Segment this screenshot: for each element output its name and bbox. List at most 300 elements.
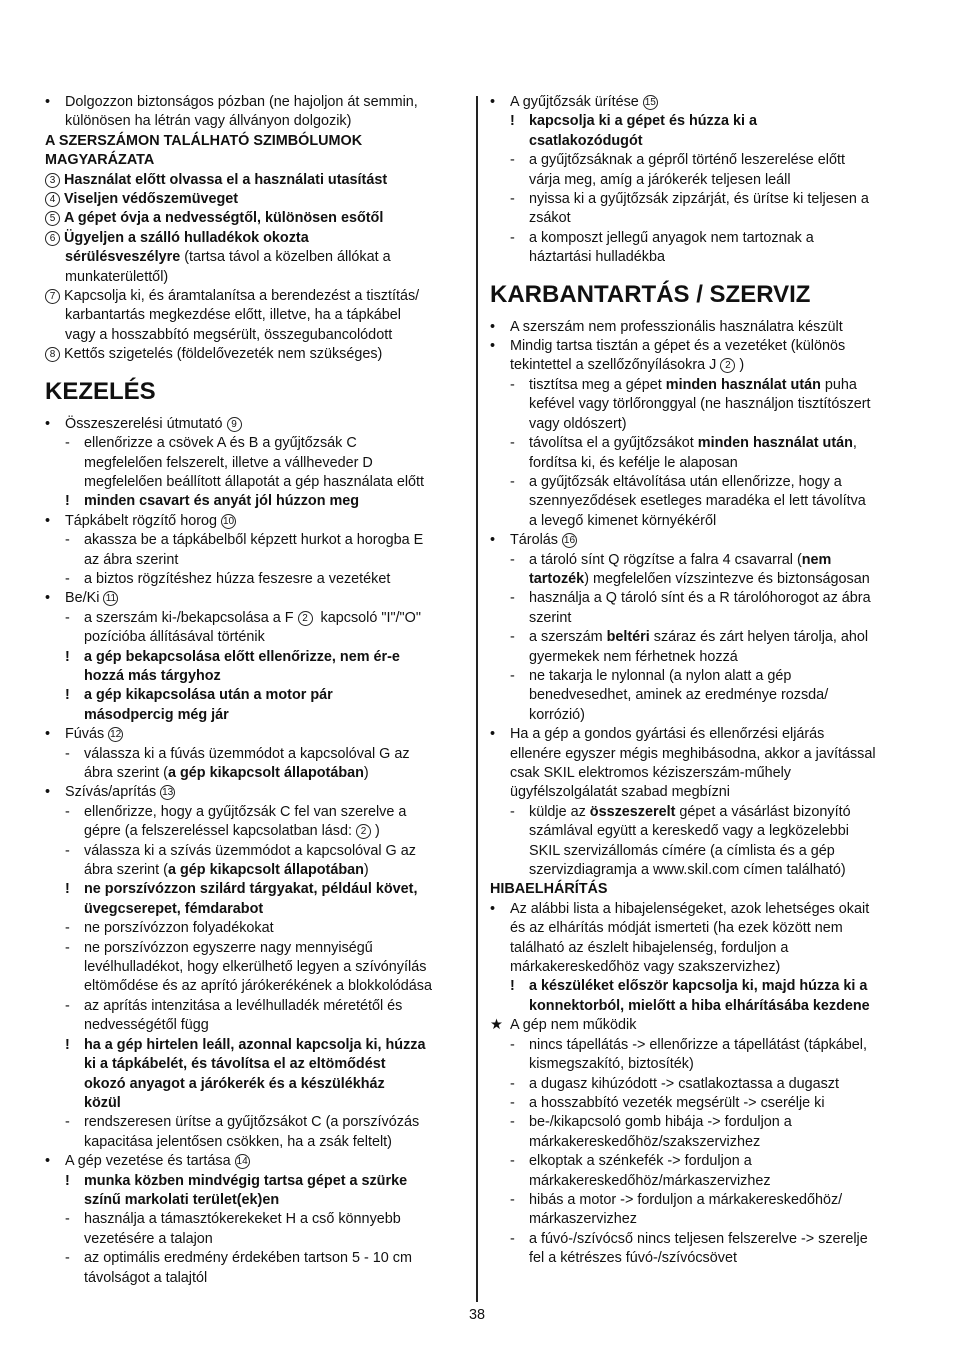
text-line [490, 822, 912, 841]
figure-reference-circle: 9 [227, 417, 242, 432]
text-segment: vagy a hosszabbító megsérült, összegubancolódott [65, 326, 393, 343]
bullet-marker: • [45, 726, 51, 743]
text-line [45, 939, 466, 958]
text-line [490, 395, 912, 414]
dash-marker: - [510, 1114, 515, 1131]
text-segment: márkakereskedőhöz/szakszervizhez [529, 1133, 761, 1150]
text-segment: minden csavart és anyát jól húzzon meg [84, 493, 360, 510]
text-line [45, 112, 466, 131]
text-segment: várja meg, amíg a járókerék teljesen leáll [529, 171, 791, 188]
dash-marker: - [65, 997, 70, 1014]
text-line [490, 1249, 912, 1268]
text-line [45, 861, 466, 880]
text-segment: csatlakozódugót [529, 132, 643, 149]
text-line [490, 551, 912, 570]
text-line [490, 1172, 912, 1191]
text-line [45, 1113, 466, 1132]
text-segment: ) [363, 765, 369, 781]
text-segment: ne porszívózzon egyszerre nagy mennyiségű [84, 939, 373, 956]
text-line [45, 287, 466, 306]
text-line [45, 1055, 466, 1074]
text-segment: nincs tápellátás -> ellenőrizze a tápellátást (tápkábel, [529, 1036, 867, 1053]
dash-marker: - [510, 229, 515, 246]
text-segment: Dolgozzon biztonságos pózban (ne hajoljon át semmin, [65, 94, 418, 110]
text-segment: a tároló sínt Q rögzítse a falra 4 csavarral ( [529, 551, 802, 568]
text-segment: a fúvó-/szívócső nincs teljesen felszerelve -> szerelje [529, 1230, 868, 1247]
dash-marker: - [65, 435, 70, 452]
text-segment: a gép kikapcsolt állapotában [167, 765, 364, 781]
figure-reference-circle: 16 [563, 535, 576, 547]
text-line [45, 1269, 466, 1288]
text-segment: Ha a gép a gondos gyártási és ellenőrzési eljárás [510, 726, 825, 743]
text-line [45, 725, 466, 744]
text-line [45, 745, 466, 764]
dash-marker: - [510, 473, 515, 490]
text-segment: gépre (a felszereléssel kapcsolatban lásd: [84, 823, 356, 840]
text-segment: elkoptak a szénkefék -> forduljon a [529, 1153, 752, 1170]
text-segment: ) [374, 823, 380, 840]
text-line [490, 415, 912, 434]
text-line [490, 803, 912, 822]
text-segment: okozó anyagot a járókerék és a készülékház [84, 1075, 385, 1092]
text-line [490, 764, 912, 783]
warning-marker: ! [65, 493, 70, 510]
warning-marker: ! [510, 113, 515, 130]
text-segment: A szerszám nem professzionális használatra készült [510, 318, 843, 335]
star-marker: ★ [490, 1017, 503, 1034]
text-segment: szerint [529, 609, 572, 626]
text-segment: a gép bekapcsolása előtt ellenőrizze, nem ér-e [84, 648, 400, 665]
text-line [45, 209, 466, 228]
text-segment: az ábra szerint [84, 551, 179, 568]
text-line [45, 306, 466, 325]
text-line [490, 667, 912, 686]
text-line [45, 783, 466, 802]
figure-reference-circle: 11 [103, 591, 118, 606]
text-line [45, 842, 466, 861]
text-segment: üvegcserepet, fémdarabot [84, 900, 264, 917]
text-segment: vagy oldószert) [529, 415, 627, 432]
bullet-marker: • [45, 94, 51, 110]
text-segment: szennyeződések esetleges maradéka el lett távolítva [529, 493, 866, 510]
bullet-marker: • [45, 512, 51, 529]
text-segment: közül [84, 1094, 121, 1111]
text-line [490, 356, 912, 375]
text-line [490, 492, 912, 511]
text-segment: hibás a motor -> forduljon a márkakereskedőhöz/ [529, 1191, 843, 1208]
dash-marker: - [65, 532, 70, 549]
text-segment: levélhulladékot, hogy elkerülhető legyen a szívónyílás [84, 959, 427, 976]
dash-marker: - [65, 609, 70, 626]
bullet-marker: • [490, 94, 496, 110]
text-segment: , [852, 435, 857, 452]
text-segment: ) megfelelően vízszintezve és biztonságosan [584, 570, 870, 587]
text-segment: ügyfélszolgálatát szabad megbízni [510, 784, 730, 801]
symbol-number-circle: 6 [45, 231, 60, 246]
text-line [490, 725, 912, 744]
text-line [45, 1191, 466, 1210]
symbol-number-circle: 5 [45, 211, 60, 226]
text-segment: hozzá más tárgyhoz [84, 667, 221, 684]
text-segment: küldje az [529, 803, 590, 820]
text-segment: számlával együtt a kereskedő vagy a legközelebbi [529, 823, 849, 840]
text-line [45, 1133, 466, 1152]
text-line [45, 686, 466, 705]
text-line [45, 570, 466, 589]
text-segment: ne porszívózzon folyadékokat [84, 920, 274, 937]
text-line [45, 1075, 466, 1094]
text-segment: Összeszerelési útmutató [65, 415, 227, 432]
figure-reference-circle: 2 [356, 824, 371, 839]
figure-reference-circle: 2 [298, 611, 313, 626]
text-segment: ellenére egyszer mégis meghibásodna, akkor a javítással [510, 745, 876, 762]
right-column [490, 93, 912, 1269]
text-segment: ha a gép hirtelen leáll, azonnal kapcsolja ki, húzza [84, 1036, 426, 1053]
text-segment: Szívás/aprítás [65, 784, 161, 801]
text-line [490, 376, 912, 395]
text-line [45, 628, 466, 647]
text-line [45, 822, 466, 841]
text-line [490, 648, 912, 667]
warning-marker: ! [65, 648, 70, 665]
text-segment: a gyűjtőzsák eltávolítása után ellenőrizze, hogy a [529, 473, 842, 490]
text-segment: a készüléket először kapcsolja ki, majd húzza ki a [529, 978, 868, 995]
text-line [490, 1191, 912, 1210]
text-segment: a dugasz kihúzódott -> csatlakoztassa a dugaszt [529, 1075, 839, 1092]
dash-marker: - [510, 667, 515, 684]
text-line [490, 745, 912, 764]
text-line [490, 454, 912, 473]
text-line [490, 132, 912, 151]
dash-marker: - [510, 191, 515, 208]
text-segment: kefével vagy törlőronggyal (ne használjon tisztítószert [529, 396, 871, 413]
text-line [490, 609, 912, 628]
figure-reference-circle: 2 [720, 358, 735, 373]
text-line [45, 764, 466, 783]
text-line [490, 512, 912, 531]
text-segment: korrózió) [529, 706, 585, 723]
text-segment: Ügyeljen a szálló hulladékok okozta [64, 229, 309, 246]
dash-marker: - [65, 939, 70, 956]
text-segment: kismegszakító, biztosíték) [529, 1056, 694, 1073]
text-segment: Használat előtt olvassa el a használati utasítást [64, 171, 388, 188]
symbol-number-circle: 8 [45, 347, 60, 362]
text-segment: távolságot a talajtól [84, 1269, 208, 1286]
text-segment: száraz és zárt helyen tárolja, ahol [649, 629, 869, 646]
text-segment: konnektorból, mielőtt a hiba elhárításába kezdene [529, 997, 870, 1014]
text-line [490, 209, 912, 228]
bullet-marker: • [45, 415, 51, 432]
text-segment: sérülésveszélyre [65, 249, 181, 266]
text-line [490, 1152, 912, 1171]
text-line [490, 190, 912, 209]
dash-marker: - [510, 1036, 515, 1053]
section-heading: KARBANTARTÁS / SZERVIZ [490, 280, 811, 308]
dash-marker: - [510, 1230, 515, 1247]
text-line [45, 132, 466, 151]
text-line [490, 977, 912, 996]
page-number: 38 [468, 1307, 485, 1323]
text-segment: Mindig tartsa tisztán a gépet és a vezetéket (különös [510, 338, 846, 355]
text-segment: a gép kikapcsolt állapotában [167, 862, 364, 879]
dash-marker: - [65, 803, 70, 820]
text-line [490, 1113, 912, 1132]
text-segment: szervizdiagramja a www.skil.com címen található) [529, 862, 846, 879]
figure-reference-circle: 15 [644, 97, 656, 108]
text-segment: minden használat után [665, 376, 821, 393]
text-line [45, 171, 466, 190]
dash-marker: - [65, 1211, 70, 1228]
text-line [45, 1172, 466, 1191]
text-segment: márkakereskedőhöz vagy szakszervizhez) [510, 959, 781, 976]
text-line [490, 1075, 912, 1094]
text-line [45, 268, 466, 287]
text-line [45, 434, 466, 453]
text-line [490, 1210, 912, 1229]
bullet-marker: • [490, 318, 496, 335]
figure-reference-circle: 10 [222, 515, 235, 527]
text-segment: a szerszám ki-/bekapcsolása a F [84, 609, 298, 626]
text-line [45, 958, 466, 977]
dash-marker: - [510, 803, 515, 820]
text-line [490, 151, 912, 170]
text-line [45, 1094, 466, 1113]
figure-reference-circle: 12 [110, 729, 122, 741]
text-line [45, 997, 466, 1016]
text-segment: MAGYARÁZATA [45, 152, 155, 169]
text-segment: távolítsa el a gyűjtőzsákot [529, 435, 698, 452]
bullet-marker: • [490, 726, 496, 743]
text-line [45, 415, 466, 434]
text-segment: ) [739, 357, 745, 374]
text-segment: (tartsa távol a közelben állókat a [180, 249, 391, 266]
text-line [45, 248, 466, 267]
text-segment: megfelelően beállított állapotát a gép használata előtt [84, 473, 425, 490]
dash-marker: - [65, 1250, 70, 1267]
text-segment: A gépet óvja a nedvességtől, különösen esőtől [64, 210, 384, 227]
text-segment: Tárolás [510, 532, 562, 549]
text-line [490, 570, 912, 589]
text-line [45, 589, 466, 608]
text-segment: ne porszívózzon szilárd tárgyakat, például követ, [84, 881, 418, 898]
text-segment: gyermekek nem férhetnek hozzá [529, 648, 738, 665]
text-segment: válassza ki a fúvás üzemmódot a kapcsolóval G az [84, 745, 410, 762]
text-line [490, 900, 912, 919]
text-line [45, 1016, 466, 1035]
text-segment: használja a Q tároló sínt és a R tárolóhorogot az ábra [529, 590, 871, 607]
text-segment: a hosszabbító vezeték megsérült -> cserélje ki [529, 1094, 825, 1111]
dash-marker: - [65, 570, 70, 587]
text-segment: Fúvás [65, 726, 109, 743]
text-segment: pozícióba állításával történik [84, 629, 265, 646]
text-segment: tartozék [529, 570, 585, 587]
column-divider [476, 96, 478, 1302]
text-segment: másodpercig még jár [84, 706, 229, 723]
text-segment: az aprítás intenzitása a levélhulladék méretétől és [84, 997, 403, 1014]
text-line [45, 880, 466, 899]
dash-marker: - [510, 1094, 515, 1111]
text-line [490, 997, 912, 1016]
text-segment: ki a tápkábelét, és távolítsa el az eltömődést [84, 1056, 386, 1073]
text-line [490, 783, 912, 802]
text-line [490, 1016, 912, 1035]
text-segment: puha [820, 376, 857, 393]
text-line [45, 551, 466, 570]
text-segment: a biztos rögzítéshez húzza feszesre a vezetéket [84, 570, 391, 587]
symbol-number-circle: 3 [45, 173, 60, 188]
text-segment: A gép nem működik [510, 1017, 637, 1034]
text-line [45, 1152, 466, 1171]
dash-marker: - [510, 1153, 515, 1170]
text-segment: Be/Ki [65, 590, 104, 607]
text-segment: háztartási hulladékba [529, 249, 666, 266]
text-line [490, 1055, 912, 1074]
dash-marker: - [510, 629, 515, 646]
text-segment: a gyűjtőzsáknak a gépről történő leszerelése előtt [529, 152, 845, 169]
text-line [45, 1230, 466, 1249]
text-segment: márkaszervizhez [529, 1211, 637, 1228]
warning-marker: ! [65, 1172, 70, 1189]
dash-marker: - [510, 435, 515, 452]
text-line [45, 454, 466, 473]
text-segment: fordítsa ki, és kefélje le alaposan [529, 454, 738, 471]
text-segment: eltömődése és az aprító járókerékének a blokkolódása [84, 978, 432, 995]
bullet-marker: • [45, 1153, 51, 1170]
warning-marker: ! [510, 978, 515, 995]
text-segment: be-/kikapcsoló gomb hibája -> forduljon a [529, 1114, 792, 1131]
text-segment: minden használat után [697, 435, 853, 452]
text-segment: kapcsolja ki a gépet és húzza ki a [529, 113, 757, 130]
text-line [490, 958, 912, 977]
text-segment: nem [801, 551, 832, 568]
text-segment: zsákot [529, 210, 571, 227]
text-segment: a szerszám [529, 629, 607, 646]
text-segment: a levegő kimenet környékéről [529, 512, 717, 529]
text-segment: csak SKIL elektromos kéziszerszám-műhely [510, 765, 791, 781]
warning-marker: ! [65, 881, 70, 898]
text-line [45, 706, 466, 725]
text-line [45, 492, 466, 511]
text-line [490, 171, 912, 190]
text-segment: benedvesedhet, aminek az eredménye rozsda/ [529, 687, 829, 704]
text-segment: válassza ki a szívás üzemmódot a kapcsolóval G az [84, 842, 416, 859]
text-line [45, 900, 466, 919]
text-line [490, 93, 912, 112]
text-line [490, 434, 912, 453]
text-line [45, 151, 466, 170]
dash-marker: - [65, 745, 70, 762]
text-line [490, 686, 912, 705]
text-line [490, 706, 912, 725]
text-segment: Kettős szigetelés (földelővezeték nem szükséges) [64, 346, 383, 363]
text-segment: Kapcsolja ki, és áramtalanítsa a berendezést a tisztítás/ [64, 288, 420, 305]
text-segment: karbantartás megkezdése előtt, illetve, ha a tápkábel [65, 307, 401, 324]
text-segment: tisztítsa meg a gépet [529, 376, 666, 393]
text-line [45, 326, 466, 345]
text-segment: A gyűjtőzsák ürítése [510, 94, 643, 110]
text-segment: az optimális eredmény érdekében tartson 5 - 10 cm [84, 1250, 412, 1267]
text-segment: összeszerelt [589, 803, 676, 820]
text-line [45, 531, 466, 550]
text-line [45, 1036, 466, 1055]
text-line [45, 190, 466, 209]
text-segment: munkaterülettől) [65, 268, 169, 285]
text-segment: különösen ha létrán vagy állványon dolgozik) [65, 113, 352, 130]
text-segment: Tápkábelt rögzítő horog [65, 512, 221, 529]
text-line [490, 318, 912, 337]
text-segment: nyissa ki a gyűjtőzsák zipzárját, és ürítse ki teljesen a [529, 191, 869, 208]
bullet-marker: • [45, 590, 51, 607]
text-segment: Viseljen védőszemüveget [64, 191, 239, 208]
text-segment: ábra szerint ( [84, 862, 168, 879]
text-line [45, 977, 466, 996]
bullet-marker: • [45, 784, 51, 801]
bullet-marker: • [490, 338, 496, 355]
warning-marker: ! [65, 687, 70, 704]
text-segment: A gép vezetése és tartása [65, 1153, 235, 1170]
warning-marker: ! [65, 1036, 70, 1053]
text-line [45, 667, 466, 686]
dash-marker: - [65, 1114, 70, 1131]
text-line [490, 919, 912, 938]
text-line [45, 93, 466, 112]
text-segment: a gép kikapcsolása után a motor pár [84, 687, 333, 704]
bullet-marker: • [490, 532, 496, 549]
text-line [490, 1094, 912, 1113]
left-column [45, 93, 466, 1288]
dash-marker: - [510, 1075, 515, 1092]
text-line [45, 1249, 466, 1268]
text-segment: rendszeresen ürítse a gyűjtőzsákot C (a porszívózás [84, 1114, 420, 1131]
dash-marker: - [65, 920, 70, 937]
text-segment: ne takarja le nylonnal (a nylon alatt a gép [529, 667, 792, 684]
text-segment: kapacitása jelentősen csökken, ha a zsák feltelt) [84, 1133, 392, 1150]
text-line [45, 1210, 466, 1229]
text-line [490, 1230, 912, 1249]
text-line [45, 345, 466, 364]
text-segment: márkakereskedőhöz/márkaszervizhez [529, 1172, 771, 1189]
text-segment: A SZERSZÁMON TALÁLHATÓ SZIMBÓLUMOK [45, 132, 363, 149]
figure-reference-circle: 14 [236, 1156, 248, 1168]
text-line [490, 880, 912, 899]
symbol-number-circle: 4 [45, 192, 60, 207]
text-segment: beltéri [606, 629, 650, 646]
bullet-marker: • [490, 900, 496, 917]
text-segment: fel a kétrészes fúvó-/szívócsövet [529, 1250, 737, 1267]
text-line [490, 248, 912, 267]
text-line [490, 473, 912, 492]
dash-marker: - [510, 590, 515, 607]
text-segment: található az észlelt hibajelenség, forduljon a [510, 939, 789, 956]
dash-marker: - [510, 152, 515, 169]
symbol-number-circle: 7 [45, 289, 60, 304]
text-segment: ellenőrizze, hogy a gyűjtőzsák C fel van szerelve a [84, 803, 407, 820]
text-line [45, 803, 466, 822]
section-heading: KEZELÉS [45, 377, 156, 405]
text-line [45, 473, 466, 492]
dash-marker: - [510, 551, 515, 568]
text-line [490, 842, 912, 861]
text-line [490, 589, 912, 608]
text-line [490, 1036, 912, 1055]
text-line [490, 531, 912, 550]
text-line [45, 919, 466, 938]
text-line [490, 112, 912, 131]
text-line [45, 229, 466, 248]
figure-reference-circle: 13 [162, 787, 174, 799]
text-line [490, 861, 912, 880]
text-segment: vezetésére a talajon [84, 1230, 213, 1247]
